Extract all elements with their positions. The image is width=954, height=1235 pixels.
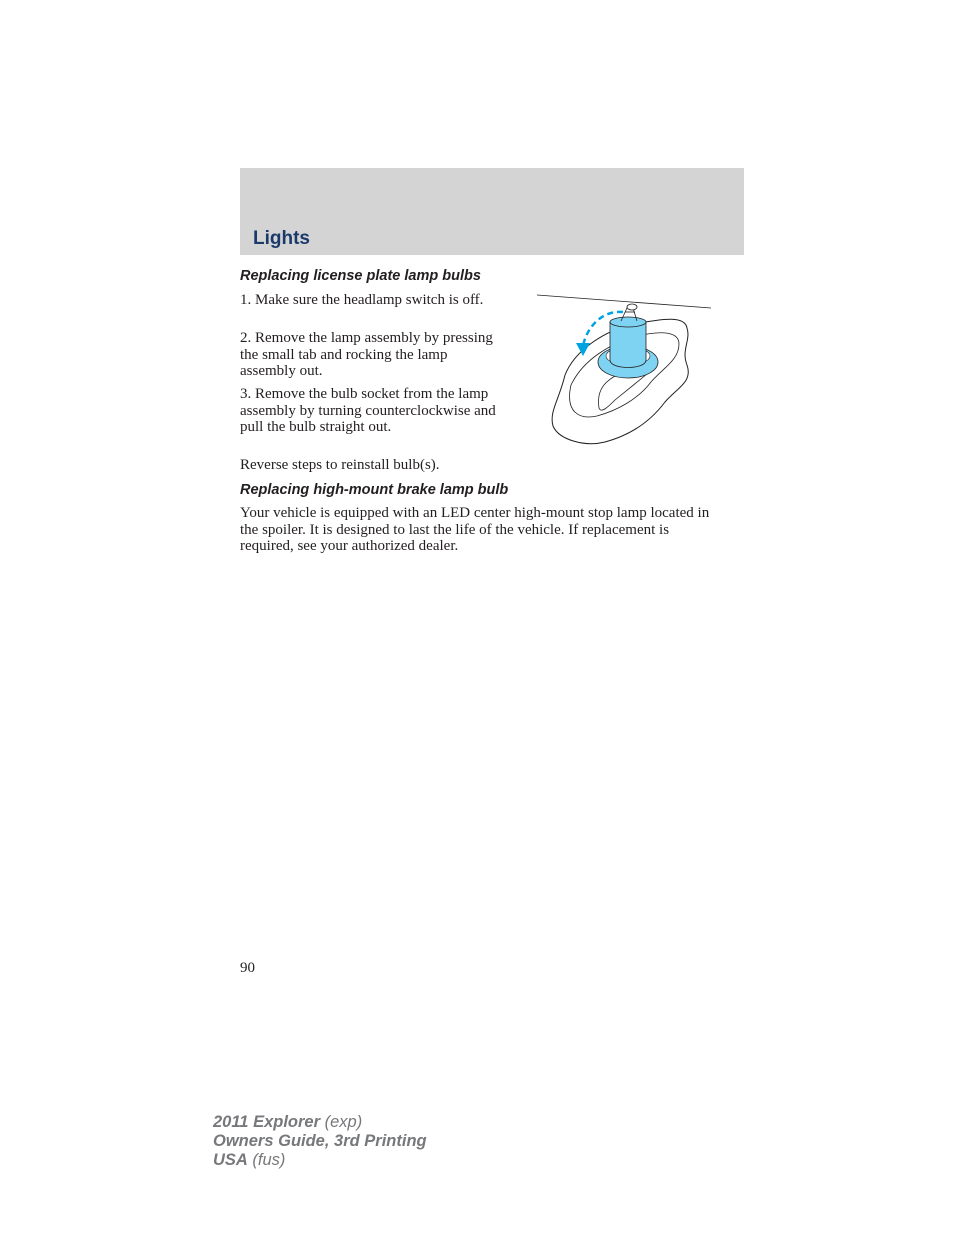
footer-model-code: (exp) [320, 1113, 363, 1131]
footer-market: USA [213, 1151, 248, 1169]
section-heading-license-plate: Replacing license plate lamp bulbs [240, 268, 481, 284]
step-3: 3. Remove the bulb socket from the lamp assembly by turning counterclockwise and pull the bulb straight out. [240, 386, 496, 435]
license-plate-lamp-illustration [535, 290, 713, 450]
page-number: 90 [240, 960, 255, 976]
footer-line-3 [213, 1151, 427, 1170]
section-header-band [240, 168, 744, 255]
page-title: Lights [253, 228, 310, 249]
reinstall-note: Reverse steps to reinstall bulb(s). [240, 457, 440, 473]
high-mount-description: Your vehicle is equipped with an LED center high-mount stop lamp located in the spoiler. It is designed to last the life of the vehicle. If replacement is required, see your authorized dealer. [240, 505, 710, 554]
section-heading-high-mount: Replacing high-mount brake lamp bulb [240, 482, 509, 498]
footer-line-1 [213, 1113, 427, 1132]
footer-market-code: (fus) [247, 1151, 286, 1169]
footer-print-info [213, 1113, 427, 1170]
footer-printing: Owners Guide, 3rd Printing [213, 1132, 427, 1150]
step-1: 1. Make sure the headlamp switch is off. [240, 292, 484, 308]
step-2: 2. Remove the lamp assembly by pressing the small tab and rocking the lamp assembly out. [240, 330, 493, 379]
footer-line-2 [213, 1132, 427, 1151]
footer-model: 2011 Explorer [213, 1113, 321, 1131]
